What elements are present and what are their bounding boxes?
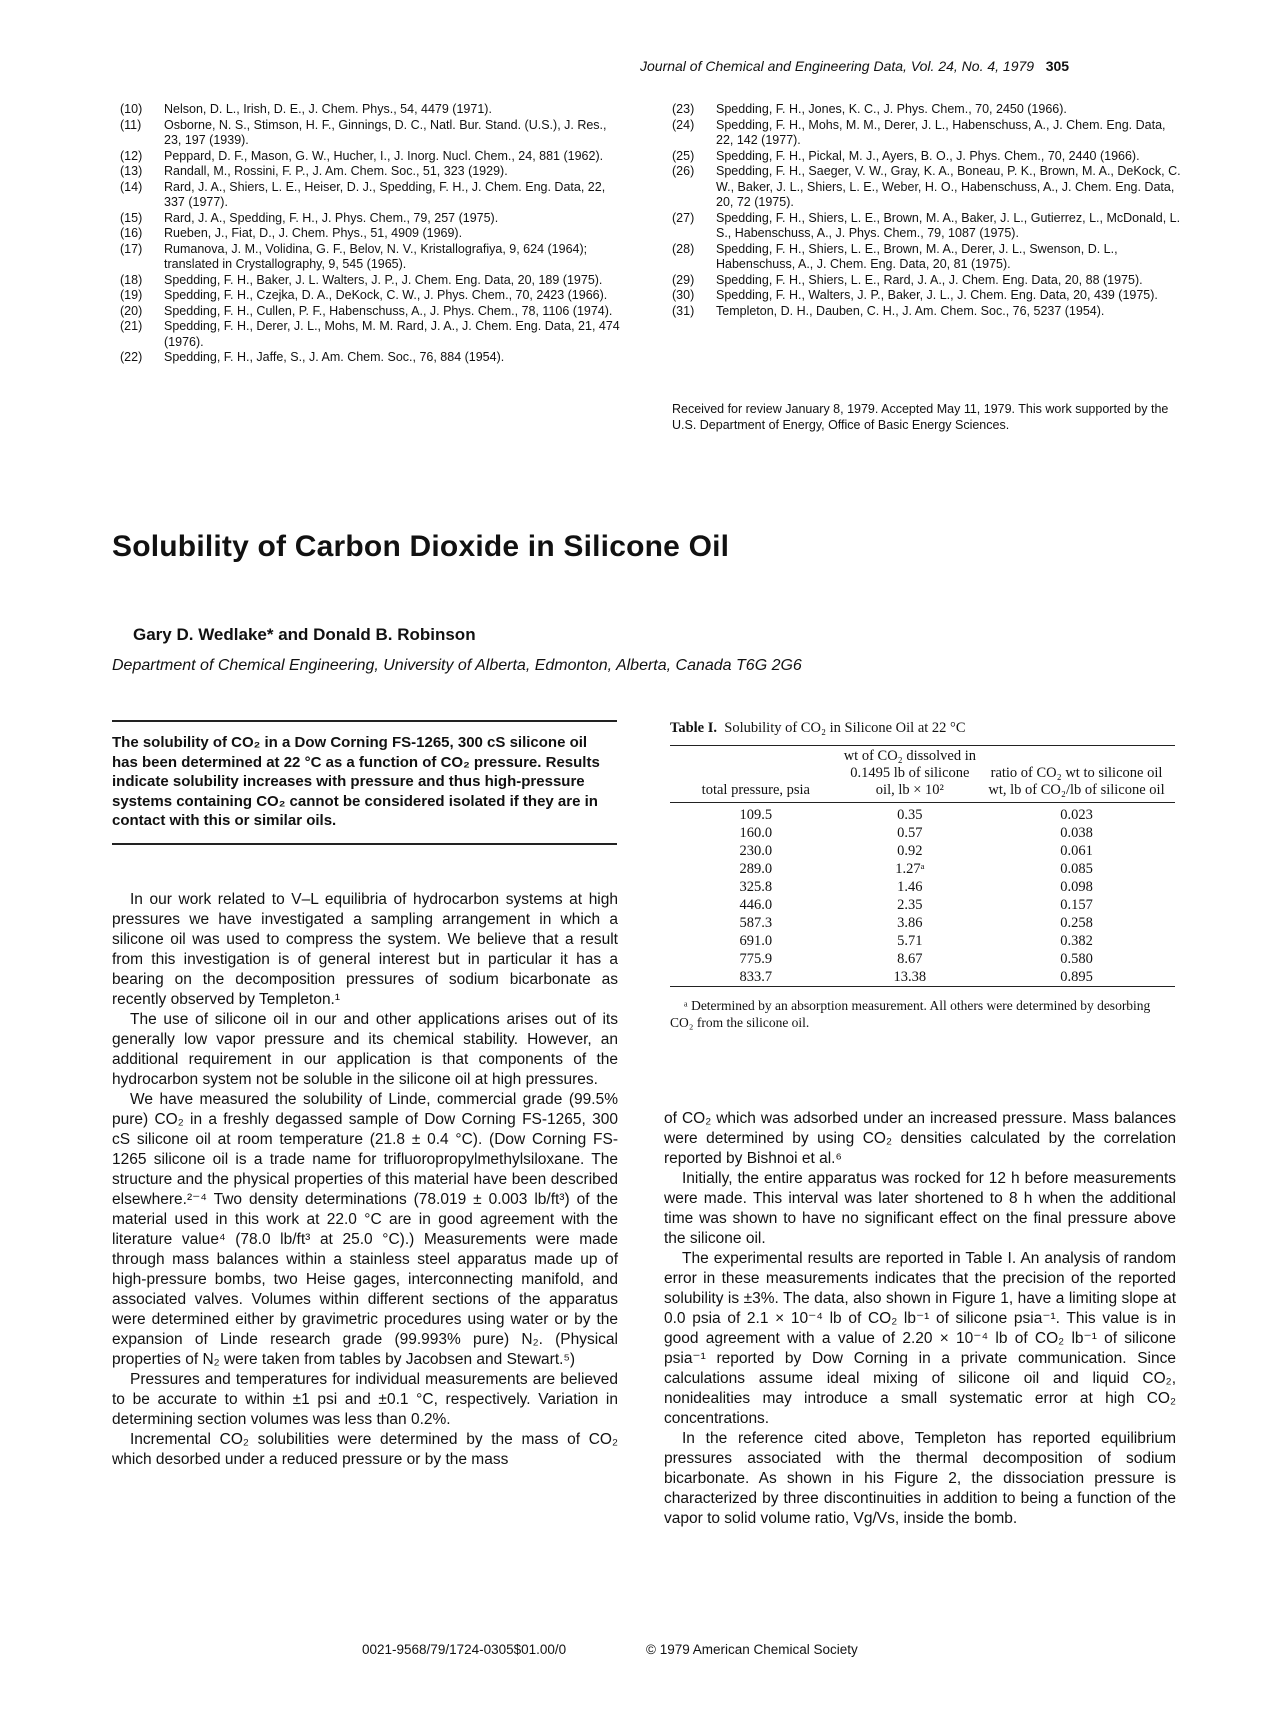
table-row	[670, 860, 1175, 878]
col-header-weight: wt of CO₂ dissolved in 0.1495 lb of silicone oil, lb × 10²	[843, 748, 977, 798]
footer-code: 0021-9568/79/1724-0305$01.00/0	[362, 1642, 567, 1657]
table-row	[670, 968, 1175, 987]
cell-pressure: 160.0	[739, 825, 773, 841]
body-paragraph: of CO₂ which was adsorbed under an increased pressure. Mass balances were determined by using CO₂ densities calculated by the correlation reported by Bishnoi et al.⁶	[664, 1110, 1176, 1167]
cell-ratio: 0.157	[1060, 897, 1093, 913]
table-row	[670, 803, 1175, 825]
body-paragraph: In our work related to V–L equilibria of hydrocarbon systems at high pressures we have investigated a sampling arrangement in which a silicone oil was used to compress the system. We believe that a result from this investigation is of general interest but in particular it has a bearing on the decomposition pressures of sodium bicarbonate as recently observed by Templeton.¹	[112, 891, 618, 1008]
reference-text: Rueben, J., Fiat, D., J. Chem. Phys., 51, 4909 (1969).	[164, 226, 463, 240]
table-row	[670, 950, 1175, 968]
reference-item	[120, 180, 620, 211]
table-1	[670, 720, 1175, 1031]
reference-text: Spedding, F. H., Cullen, P. F., Habenschuss, A., J. Phys. Chem., 78, 1106 (1974).	[164, 303, 613, 318]
reference-item	[120, 242, 620, 273]
article-authors: Gary D. Wedlake* and Donald B. Robinson	[133, 625, 476, 644]
journal-citation: Journal of Chemical and Engineering Data, Vol. 24, No. 4, 1979	[640, 58, 1035, 74]
reference-number: (24)	[672, 117, 695, 132]
body-column-right	[664, 1109, 1176, 1529]
reference-number: (16)	[120, 226, 143, 240]
reference-text: Rumanova, J. M., Volidina, G. F., Belov, N. V., Kristallografiya, 9, 624 (1964); translated in Crystallography, 9, 545 (1965).	[164, 241, 588, 271]
cell-pressure: 446.0	[739, 897, 773, 913]
abstract: The solubility of CO₂ in a Dow Corning FS-1265, 300 cS silicone oil has been determined at 22 °C as a function of CO₂ pressure. Results indicate solubility increases with pressure and thus high-pressure systems containing CO₂ cannot be considered isolated if they are in contact with this or similar oils.	[112, 720, 617, 845]
reference-text: Rard, J. A., Shiers, L. E., Heiser, D. J., Spedding, F. H., J. Chem. Eng. Data, 22, 337 (1977).	[164, 179, 606, 209]
reference-text: Spedding, F. H., Derer, J. L., Mohs, M. M. Rard, J. A., J. Chem. Eng. Data, 21, 474 (1976).	[164, 319, 620, 349]
reference-text: Rard, J. A., Spedding, F. H., J. Phys. Chem., 79, 257 (1975).	[164, 210, 499, 225]
body-paragraph: We have measured the solubility of Linde, commercial grade (99.5% pure) CO₂ in a freshly degassed sample of Dow Corning FS-1265, 300 cS silicone oil at room temperature (21.8 ± 0.4 °C). (Dow Corning FS-1265 silicone oil is a trade name for trifluoropropylmethylsiloxane. The structure and the physical properties of this material have been described elsewhere.²⁻⁴ Two density determinations (78.019 ± 0.003 lb/ft³) of the material used in this work at 22.0 °C are in good agreement with the literature value⁴ (78.0 lb/ft³ at 25.0 °C).) Measurements were made through mass balances within a stainless steel apparatus made up of high-pressure bombs, two Heise gages, interconnecting manifold, and associated valves. Volumes within different sections of the apparatus were determined either by gravimetric procedures using water or by the expansion of Linde research grade (99.993% pure) N₂. (Physical properties of N₂ were taken from tables by Jacobsen and Stewart.⁵)	[112, 1091, 618, 1368]
reference-item	[672, 118, 1184, 149]
table-row	[670, 932, 1175, 950]
reference-text: Spedding, F. H., Shiers, L. E., Brown, M. A., Baker, J. L., Gutierrez, L., McDonald, L. S., Habenschuss, A., J. Phys. Chem., 79, 1087 (1975).	[716, 210, 1181, 240]
references-right	[672, 102, 1184, 319]
reference-number: (27)	[672, 210, 695, 225]
cell-pressure: 833.7	[739, 969, 773, 985]
received-note: Received for review January 8, 1979. Accepted May 11, 1979. This work supported by the U.S. Department of Energy, Office of Basic Energy Sciences.	[672, 402, 1169, 432]
reference-text: Templeton, D. H., Dauben, C. H., J. Am. Chem. Soc., 76, 5237 (1954).	[716, 303, 1105, 318]
cell-pressure: 325.8	[739, 879, 773, 895]
table-footnote: ᵃ Determined by an absorption measurement. All others were determined by desorbing CO₂ from the silicone oil.	[670, 998, 1151, 1030]
body-paragraph: Incremental CO₂ solubilities were determined by the mass of CO₂ which desorbed under a reduced pressure or by the mass	[112, 1431, 618, 1468]
cell-pressure: 775.9	[739, 951, 773, 967]
cell-ratio: 0.098	[1060, 879, 1093, 895]
reference-item	[120, 211, 620, 227]
table-body	[670, 803, 1175, 987]
body-paragraph: The use of silicone oil in our and other applications arises out of its generally low vapor pressure and its chemical stability. However, an additional requirement in our application is that components of the hydrocarbon system not be soluble in the silicone oil at high pressures.	[112, 1011, 618, 1088]
footer-copyright: © 1979 American Chemical Society	[646, 1642, 858, 1657]
reference-item	[120, 118, 620, 149]
cell-pressure: 109.5	[739, 807, 773, 823]
cell-ratio: 0.580	[1060, 951, 1093, 967]
reference-number: (12)	[120, 148, 143, 163]
reference-text: Spedding, F. H., Jones, K. C., J. Phys. Chem., 70, 2450 (1966).	[716, 102, 1067, 116]
reference-number: (22)	[120, 350, 143, 364]
reference-number: (15)	[120, 210, 143, 225]
reference-text: Peppard, D. F., Mason, G. W., Hucher, I., J. Inorg. Nucl. Chem., 24, 881 (1962).	[164, 148, 604, 163]
col-header-pressure: total pressure, psia	[701, 782, 810, 798]
reference-item	[120, 226, 620, 242]
cell-ratio: 0.023	[1060, 807, 1093, 823]
reference-number: (21)	[120, 319, 143, 333]
body-paragraph: Initially, the entire apparatus was rocked for 12 h before measurements were made. This interval was later shortened to 8 h when the additional time was shown to have no significant effect on the final pressure above the silicone oil.	[664, 1170, 1176, 1247]
cell-ratio: 0.061	[1060, 843, 1093, 859]
reference-text: Spedding, F. H., Shiers, L. E., Brown, M. A., Derer, J. L., Swenson, D. L., Habenschuss, A., J. Chem. Eng. Data, 20, 81 (1975).	[716, 241, 1118, 271]
cell-weight: 0.92	[897, 843, 923, 859]
reference-item	[120, 350, 620, 366]
solubility-table	[670, 745, 1175, 987]
cell-pressure: 587.3	[739, 915, 773, 931]
cell-weight: 13.38	[893, 969, 927, 985]
reference-item	[120, 288, 620, 304]
cell-weight: 3.86	[897, 915, 923, 931]
table-title: Solubility of CO₂ in Silicone Oil at 22 °C	[724, 720, 966, 736]
reference-number: (25)	[672, 148, 695, 163]
reference-text: Spedding, F. H., Saeger, V. W., Gray, K. A., Boneau, P. K., Brown, M. A., DeKock, C. W., Baker, J. L., Shiers, L. E., Weber, H. O., Habenschuss, A., J. Chem. Eng. Data, 20, 72 (1975).	[716, 164, 1181, 209]
cell-ratio: 0.895	[1060, 969, 1093, 985]
reference-number: (18)	[120, 272, 143, 287]
table-row	[670, 914, 1175, 932]
reference-text: Spedding, F. H., Czejka, D. A., DeKock, C. W., J. Phys. Chem., 70, 2423 (1966).	[164, 288, 608, 302]
cell-weight: 2.35	[897, 897, 923, 913]
cell-weight: 0.57	[897, 825, 923, 841]
reference-number: (28)	[672, 241, 695, 256]
cell-weight: 1.27ᵃ	[895, 861, 925, 877]
article-affiliation: Department of Chemical Engineering, University of Alberta, Edmonton, Alberta, Canada T6G 2G6	[112, 657, 802, 674]
article-title: Solubility of Carbon Dioxide in Silicone Oil	[112, 530, 730, 563]
running-head	[640, 58, 1200, 74]
cell-pressure: 289.0	[739, 861, 773, 877]
reference-item	[120, 304, 620, 320]
cell-ratio: 0.382	[1060, 933, 1093, 949]
reference-item	[672, 273, 1184, 289]
reference-item	[672, 304, 1184, 320]
table-row	[670, 878, 1175, 896]
reference-number: (13)	[120, 164, 143, 178]
reference-item	[672, 211, 1184, 242]
table-label: Table I.	[670, 720, 718, 736]
cell-weight: 5.71	[897, 933, 923, 949]
reference-number: (11)	[120, 117, 142, 132]
cell-pressure: 230.0	[739, 843, 773, 859]
cell-weight: 0.35	[897, 807, 923, 823]
reference-text: Spedding, F. H., Mohs, M. M., Derer, J. L., Habenschuss, A., J. Chem. Eng. Data, 22, 142 (1977).	[716, 117, 1166, 147]
table-row	[670, 896, 1175, 914]
cell-ratio: 0.038	[1060, 825, 1093, 841]
body-paragraph: Pressures and temperatures for individual measurements are believed to be accurate to within ±1 psi and ±0.1 °C, respectively. Variation in determining section volumes was less than 0.2%.	[112, 1371, 618, 1428]
reference-number: (17)	[120, 241, 143, 256]
reference-item	[672, 102, 1184, 118]
reference-number: (26)	[672, 164, 695, 178]
table-caption	[670, 720, 1175, 737]
reference-text: Randall, M., Rossini, F. P., J. Am. Chem. Soc., 51, 323 (1929).	[164, 164, 508, 178]
table-row	[670, 824, 1175, 842]
reference-number: (31)	[672, 303, 695, 318]
reference-number: (19)	[120, 288, 143, 302]
reference-number: (29)	[672, 272, 695, 287]
cell-pressure: 691.0	[739, 933, 773, 949]
cell-ratio: 0.085	[1060, 861, 1093, 877]
table-row	[670, 842, 1175, 860]
cell-weight: 8.67	[897, 951, 923, 967]
cell-ratio: 0.258	[1060, 915, 1093, 931]
col-header-ratio: ratio of CO₂ wt to silicone oil wt, lb of CO₂/lb of silicone oil	[988, 765, 1165, 798]
page-number: 305	[1045, 58, 1070, 74]
reference-text: Spedding, F. H., Baker, J. L. Walters, J. P., J. Chem. Eng. Data, 20, 189 (1975).	[164, 272, 603, 287]
references-left	[120, 102, 620, 366]
cell-weight: 1.46	[897, 879, 923, 895]
reference-text: Spedding, F. H., Walters, J. P., Baker, J. L., J. Chem. Eng. Data, 20, 439 (1975).	[716, 288, 1158, 302]
reference-item	[672, 242, 1184, 273]
reference-number: (14)	[120, 179, 143, 194]
reference-item	[672, 288, 1184, 304]
reference-text: Spedding, F. H., Jaffe, S., J. Am. Chem. Soc., 76, 884 (1954).	[164, 350, 505, 364]
reference-text: Spedding, F. H., Pickal, M. J., Ayers, B. O., J. Phys. Chem., 70, 2440 (1966).	[716, 148, 1140, 163]
reference-item	[120, 149, 620, 165]
reference-number: (10)	[120, 102, 143, 116]
body-column-left	[112, 890, 618, 1470]
reference-text: Spedding, F. H., Shiers, L. E., Rard, J. A., J. Chem. Eng. Data, 20, 88 (1975).	[716, 272, 1143, 287]
reference-item	[672, 164, 1184, 211]
reference-item	[120, 164, 620, 180]
reference-item	[120, 102, 620, 118]
body-paragraph: The experimental results are reported in Table I. An analysis of random error in these measurements indicates that the precision of the reported solubility is ±3%. The data, also shown in Figure 1, have a limiting slope at 0.0 psia of 2.1 × 10⁻⁴ lb of CO₂ lb⁻¹ of silicone psia⁻¹. This value is in good agreement with a value of 2.20 × 10⁻⁴ lb of CO₂ lb⁻¹ of silicone psia⁻¹ reported by Dow Corning in a private communication. Since calculations assume ideal mixing of silicone oil and liquid CO₂, nonidealities may introduce a small systematic error at high CO₂ concentrations.	[664, 1250, 1176, 1427]
reference-text: Osborne, N. S., Stimson, H. F., Ginnings, D. C., Natl. Bur. Stand. (U.S.), J. Res., 23, 197 (1939).	[164, 117, 607, 147]
reference-item	[672, 149, 1184, 165]
body-paragraph: In the reference cited above, Templeton has reported equilibrium pressures associated with the thermal decomposition of sodium bicarbonate. As shown in his Figure 2, the dissociation pressure is characterized by three discontinuities in addition to being a function of the vapor to solid volume ratio, Vg/Vs, inside the bomb.	[664, 1430, 1176, 1527]
reference-number: (23)	[672, 102, 695, 116]
reference-item	[120, 273, 620, 289]
reference-number: (30)	[672, 288, 695, 302]
reference-item	[120, 319, 620, 350]
reference-number: (20)	[120, 303, 143, 318]
reference-text: Nelson, D. L., Irish, D. E., J. Chem. Phys., 54, 4479 (1971).	[164, 102, 492, 116]
